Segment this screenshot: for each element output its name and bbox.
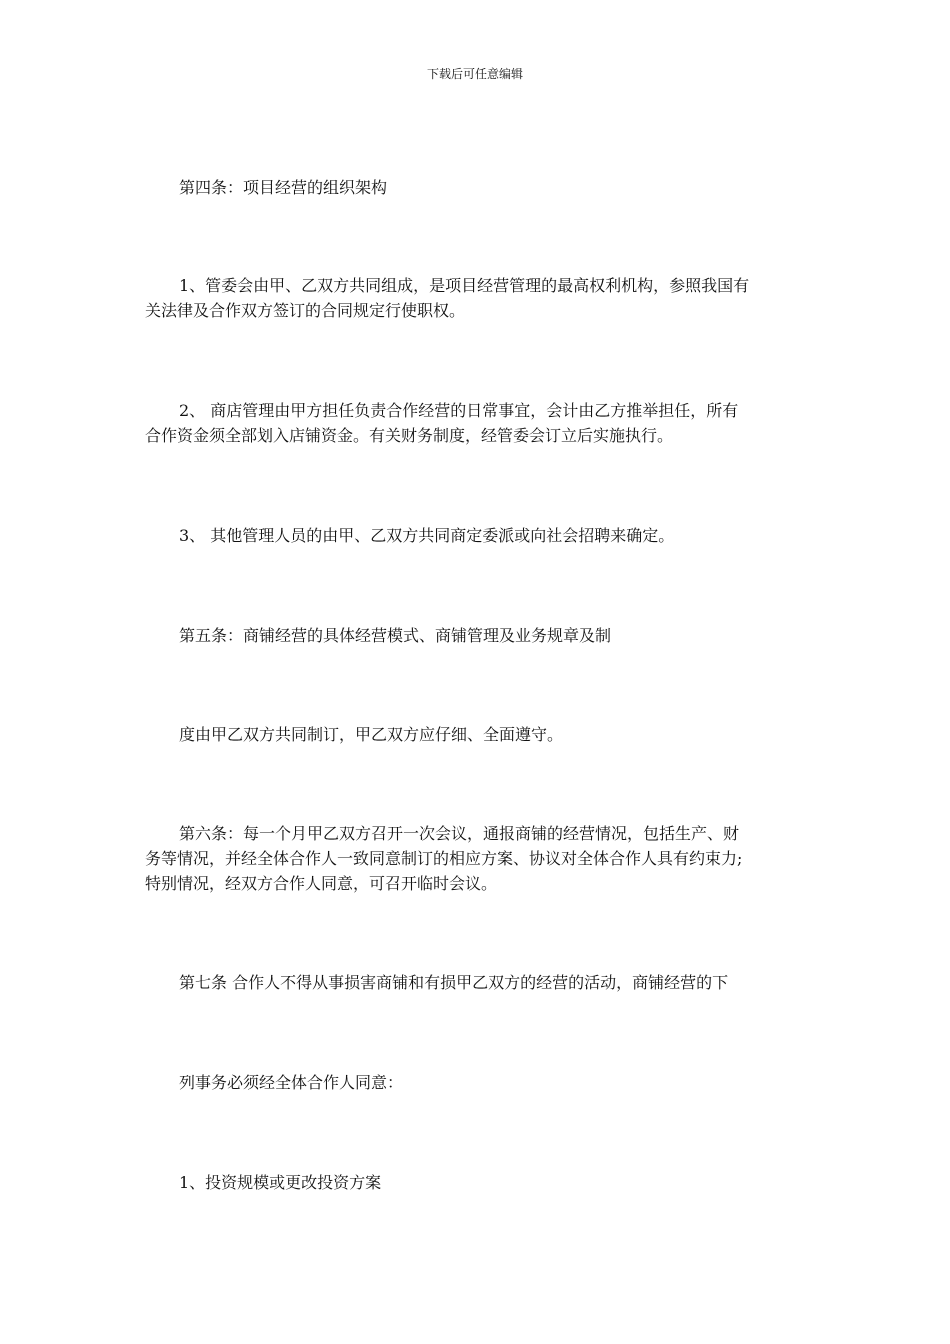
article-6 — [145, 821, 807, 896]
article-7-item-1 — [145, 1170, 807, 1195]
article-4-item-2 — [145, 398, 807, 448]
paragraph-line: 列事务必须经全体合作人同意： — [179, 1073, 404, 1092]
article-4-item-3 — [145, 523, 807, 548]
paragraph-line: 第六条：每一个月甲乙双方召开一次会议，通报商铺的经营情况，包括生产、财 — [179, 824, 740, 843]
paragraph-line: 1、投资规模或更改投资方案 — [179, 1173, 382, 1192]
paragraph-line: 1、管委会由甲、乙双方共同组成，是项目经营管理的最高权利机构，参照我国有 — [179, 276, 750, 295]
paragraph-line: 第五条：商铺经营的具体经营模式、商铺管理及业务规章及制 — [179, 626, 612, 645]
paragraph-line: 第四条：项目经营的组织架构 — [179, 178, 388, 197]
article-4-item-1 — [145, 273, 807, 323]
paragraph-line: 特别情况，经双方合作人同意，可召开临时会议。 — [145, 874, 498, 893]
paragraph-line: 度由甲乙双方共同制订，甲乙双方应仔细、全面遵守。 — [179, 725, 564, 744]
article-7-continuation — [145, 1070, 807, 1095]
paragraph-line: 3、 其他管理人员的由甲、乙双方共同商定委派或向社会招聘来确定。 — [179, 526, 675, 545]
paragraph-line: 第七条 合作人不得从事损害商铺和有损甲乙双方的经营的活动，商铺经营的下 — [179, 973, 729, 992]
article-7 — [145, 970, 807, 995]
paragraph-line: 合作资金须全部划入店铺资金。有关财务制度，经管委会订立后实施执行。 — [145, 426, 674, 445]
article-4-heading — [145, 175, 807, 200]
paragraph-line: 务等情况，并经全体合作人一致同意制订的相应方案、协议对全体合作人具有约束力; — [145, 849, 743, 868]
paragraph-line: 关法律及合作双方签订的合同规定行使职权。 — [145, 301, 466, 320]
article-5-heading — [145, 623, 807, 648]
page-header: 下载后可任意编辑 — [426, 67, 523, 81]
paragraph-line: 2、 商店管理由甲方担任负责合作经营的日常事宜，会计由乙方推举担任，所有 — [179, 401, 739, 420]
article-5-continuation — [145, 722, 807, 747]
